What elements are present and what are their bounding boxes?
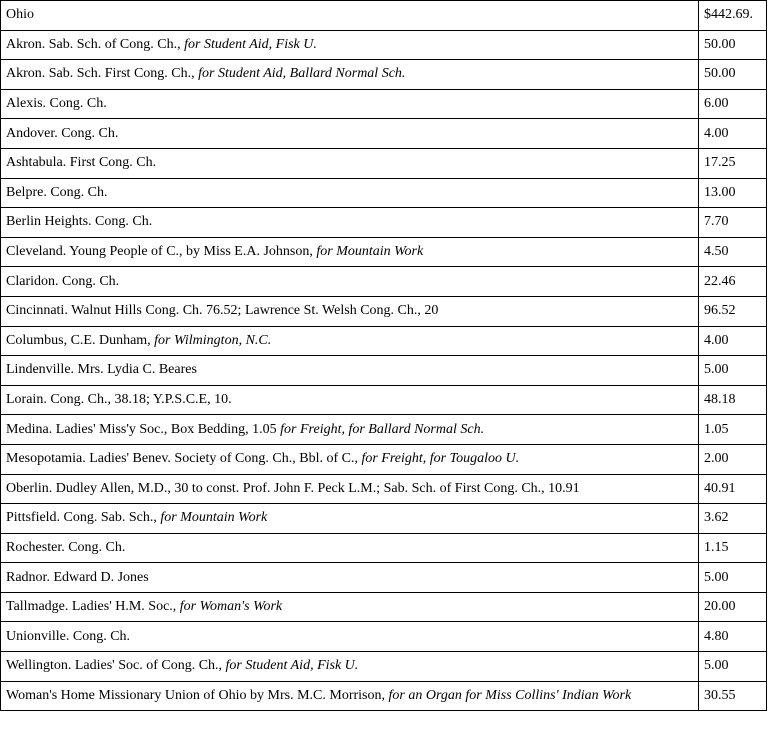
- donor-cell: [1, 444, 699, 474]
- donor-cell: [1, 89, 699, 119]
- table-row: [1, 533, 767, 563]
- amount-cell: 48.18: [699, 385, 767, 415]
- table-row: [1, 89, 767, 119]
- donor-cell: [1, 296, 699, 326]
- purpose-note: for Freight, for Ballard Normal Sch.: [280, 421, 485, 437]
- donor-text: Woman's Home Missionary Union of Ohio by Mrs. M.C. Morrison,: [6, 687, 389, 703]
- donor-cell: [1, 592, 699, 622]
- table-row: [1, 119, 767, 149]
- donor-text: Alexis. Cong. Ch.: [6, 96, 107, 112]
- table-row: [1, 296, 767, 326]
- amount-cell: 7.70: [699, 208, 767, 238]
- donor-text: Andover. Cong. Ch.: [6, 125, 119, 141]
- donor-text: Lorain. Cong. Ch., 38.18; Y.P.S.C.E, 10.: [6, 392, 232, 408]
- amount-cell: 4.00: [699, 119, 767, 149]
- donor-cell: [1, 356, 699, 386]
- purpose-note: for an Organ for Miss Collins' Indian Work: [388, 687, 632, 703]
- table-row: [1, 148, 767, 178]
- amount-cell: 13.00: [699, 178, 767, 208]
- donor-cell: [1, 415, 699, 445]
- purpose-note: for Student Aid, Fisk U.: [184, 36, 317, 52]
- donor-cell: [1, 622, 699, 652]
- purpose-note: for Student Aid, Ballard Normal Sch.: [198, 66, 406, 82]
- table-row: [1, 267, 767, 297]
- donor-text: Ashtabula. First Cong. Ch.: [6, 155, 157, 171]
- table-row: [1, 60, 767, 90]
- donor-cell: [1, 326, 699, 356]
- amount-cell: 5.00: [699, 652, 767, 682]
- table-row: [1, 415, 767, 445]
- amount-cell: 20.00: [699, 592, 767, 622]
- amount-cell: 3.62: [699, 504, 767, 534]
- donor-cell: [1, 533, 699, 563]
- purpose-note: for Freight, for Tougaloo U.: [361, 451, 520, 467]
- purpose-note: for Mountain Work: [160, 510, 268, 526]
- donor-text: Pittsfield. Cong. Sab. Sch.,: [6, 510, 161, 526]
- table-row: [1, 178, 767, 208]
- amount-cell: 4.00: [699, 326, 767, 356]
- amount-cell: 17.25: [699, 148, 767, 178]
- donor-text: Lindenville. Mrs. Lydia C. Beares: [6, 362, 197, 378]
- donor-cell: [1, 60, 699, 90]
- amount-cell: 50.00: [699, 30, 767, 60]
- amount-cell: 96.52: [699, 296, 767, 326]
- donor-cell: [1, 208, 699, 238]
- donor-text: Medina. Ladies' Miss'y Soc., Box Bedding, 1.05: [6, 421, 281, 437]
- donor-text: Unionville. Cong. Ch.: [6, 628, 131, 644]
- table-row: [1, 563, 767, 593]
- donor-text: Claridon. Cong. Ch.: [6, 273, 120, 289]
- table-row: [1, 356, 767, 386]
- donor-text: Berlin Heights. Cong. Ch.: [6, 214, 153, 230]
- table-row: [1, 326, 767, 356]
- donor-cell: [1, 237, 699, 267]
- amount-cell: 30.55: [699, 681, 767, 711]
- donor-cell: [1, 267, 699, 297]
- donor-text: Ohio: [6, 7, 34, 23]
- donor-cell: [1, 563, 699, 593]
- table-row: [1, 622, 767, 652]
- donor-cell: [1, 504, 699, 534]
- amount-cell: 40.91: [699, 474, 767, 504]
- donor-cell: [1, 119, 699, 149]
- donor-text: Oberlin. Dudley Allen, M.D., 30 to const. Prof. John F. Peck L.M.; Sab. Sch. of First Cong. Ch., 10.91: [6, 480, 580, 496]
- donor-cell: [1, 385, 699, 415]
- donor-text: Mesopotamia. Ladies' Benev. Society of Cong. Ch., Bbl. of C.,: [6, 451, 362, 467]
- amount-cell: 22.46: [699, 267, 767, 297]
- table-row: [1, 681, 767, 711]
- donor-text: Tallmadge. Ladies' H.M. Soc.,: [6, 599, 180, 615]
- table-row: [1, 652, 767, 682]
- purpose-note: for Woman's Work: [179, 599, 283, 615]
- donor-text: Columbus, C.E. Dunham,: [6, 332, 155, 348]
- amount-cell: 50.00: [699, 60, 767, 90]
- donor-cell: [1, 474, 699, 504]
- table-row: [1, 237, 767, 267]
- donor-text: Rochester. Cong. Ch.: [6, 539, 126, 555]
- amount-cell: 1.15: [699, 533, 767, 563]
- receipts-table-body: [1, 1, 767, 711]
- table-row: [1, 474, 767, 504]
- donor-cell: [1, 148, 699, 178]
- purpose-note: for Mountain Work: [316, 244, 424, 260]
- purpose-note: for Wilmington, N.C.: [154, 332, 272, 348]
- donor-text: Akron. Sab. Sch. First Cong. Ch.,: [6, 66, 199, 82]
- donor-text: Cincinnati. Walnut Hills Cong. Ch. 76.52; Lawrence St. Welsh Cong. Ch., 20: [6, 303, 439, 319]
- donor-text: Belpre. Cong. Ch.: [6, 184, 108, 200]
- amount-cell: 5.00: [699, 563, 767, 593]
- table-row: [1, 30, 767, 60]
- table-row: [1, 592, 767, 622]
- table-row: [1, 385, 767, 415]
- donor-text: Akron. Sab. Sch. of Cong. Ch.,: [6, 36, 185, 52]
- donor-text: Radnor. Edward D. Jones: [6, 569, 149, 585]
- purpose-note: for Student Aid, Fisk U.: [225, 658, 359, 674]
- donor-cell: [1, 30, 699, 60]
- donor-text: Wellington. Ladies' Soc. of Cong. Ch.,: [6, 658, 226, 674]
- amount-cell: 2.00: [699, 444, 767, 474]
- amount-cell: 1.05: [699, 415, 767, 445]
- amount-cell: 4.80: [699, 622, 767, 652]
- donor-cell: [1, 1, 699, 31]
- donor-cell: [1, 178, 699, 208]
- table-row: [1, 504, 767, 534]
- table-row: [1, 444, 767, 474]
- table-row: [1, 1, 767, 31]
- amount-cell: 6.00: [699, 89, 767, 119]
- donor-cell: [1, 652, 699, 682]
- donor-text: Cleveland. Young People of C., by Miss E.A. Johnson,: [6, 244, 317, 260]
- amount-cell: 5.00: [699, 356, 767, 386]
- table-row: [1, 208, 767, 238]
- amount-cell: 4.50: [699, 237, 767, 267]
- donor-cell: [1, 681, 699, 711]
- amount-cell: $442.69.: [699, 1, 767, 31]
